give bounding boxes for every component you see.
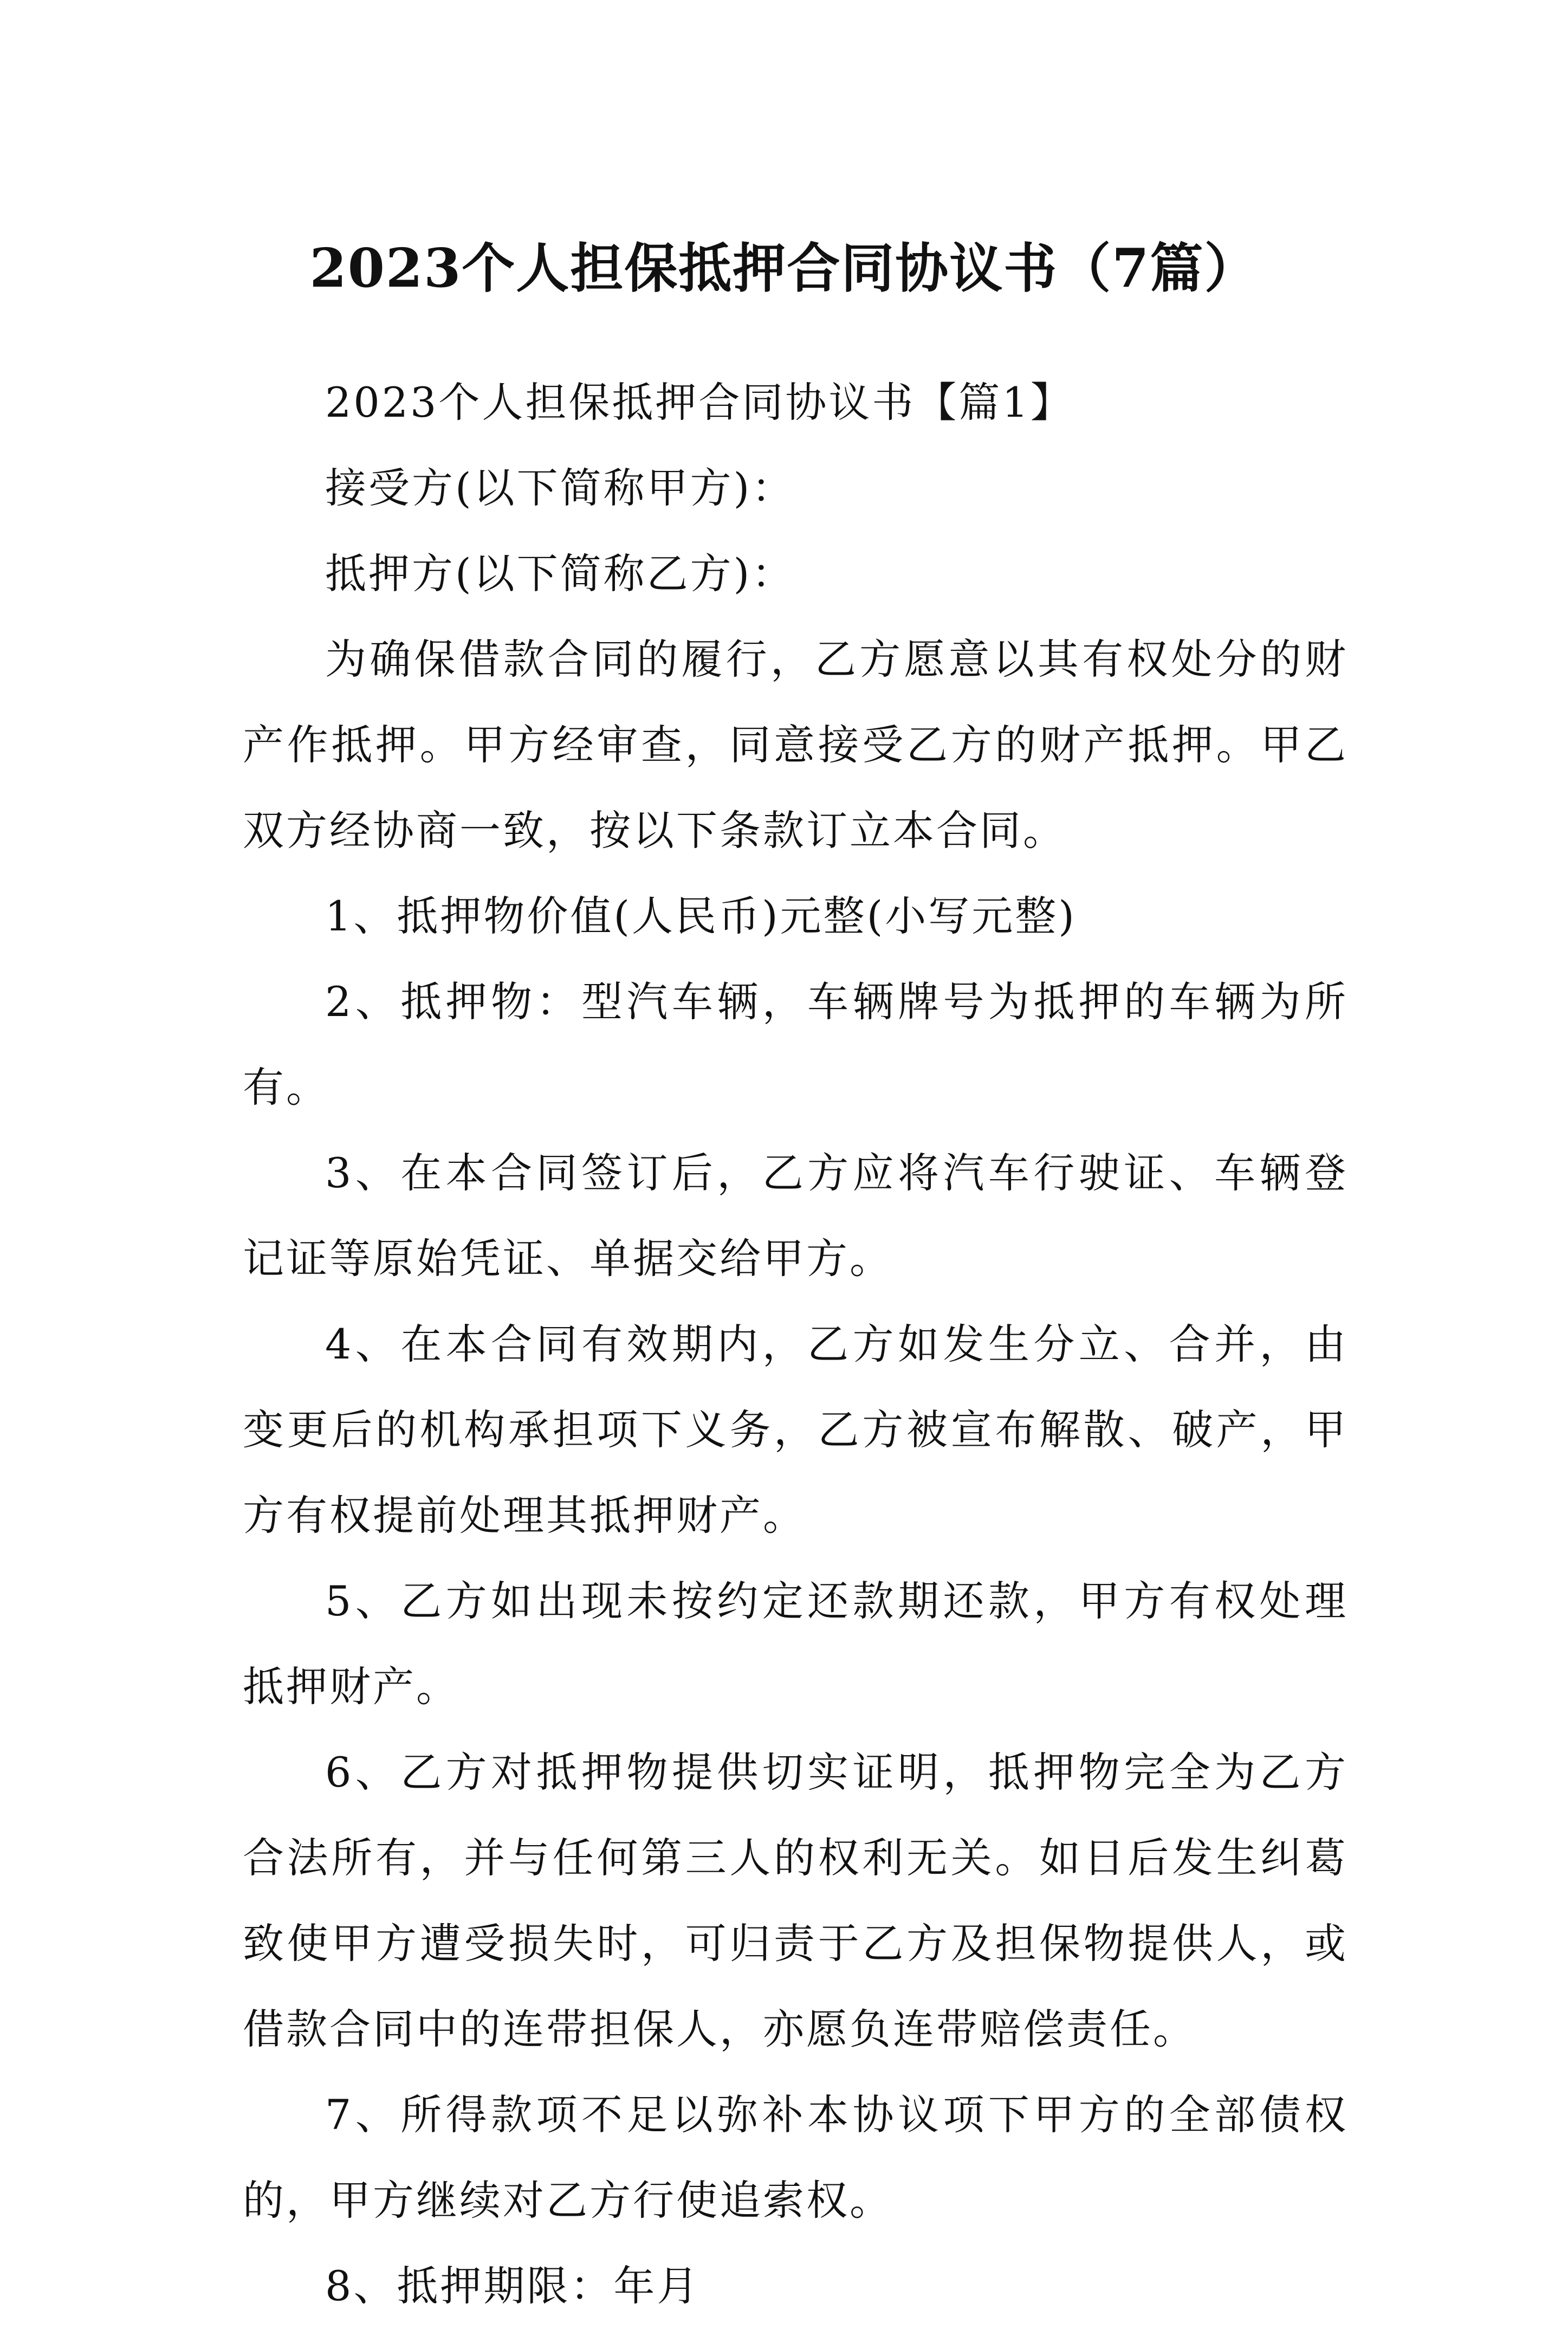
intro-paragraph: 为确保借款合同的履行，乙方愿意以其有权处分的财产作抵押。甲方经审查，同意接受乙方的财产抵押。甲乙双方经协商一致，按以下条款订立本合同。 [243, 635, 1348, 855]
document-body [243, 360, 1348, 2329]
clause-7: 7、所得款项不足以弥补本协议项下甲方的全部债权的，甲方继续对乙方行使追索权。 [243, 2091, 1348, 2224]
clause-3: 3、在本合同签订后，乙方应将汽车行驶证、车辆登记证等原始凭证、单据交给甲方。 [243, 1149, 1348, 1283]
party-b-line: 抵押方(以下简称乙方)： [325, 549, 795, 598]
clause-8: 8、抵押期限：年月 [325, 2262, 701, 2310]
document-title: 2023个人担保抵押合同协议书（7篇） [309, 237, 1259, 300]
clause-5: 5、乙方如出现未按约定还款期还款，甲方有权处理抵押财产。 [243, 1577, 1348, 1711]
clause-2: 2、抵押物：型汽车辆，车辆牌号为抵押的车辆为所有。 [243, 978, 1348, 1111]
clause-6: 6、乙方对抵押物提供切实证明，抵押物完全为乙方合法所有，并与任何第三人的权利无关。如日后发生纠葛致使甲方遭受损失时，可归责于乙方及担保物提供人，或借款合同中的连带担保人，亦愿负连带赔偿责任。 [243, 1748, 1348, 2053]
party-a-line: 接受方(以下简称甲方)： [325, 464, 795, 512]
section-heading: 2023个人担保抵押合同协议书【篇1】 [325, 378, 1074, 426]
clause-1: 1、抵押物价值(人民币)元整(小写元整) [325, 892, 1077, 940]
clause-4: 4、在本合同有效期内，乙方如发生分立、合并，由变更后的机构承担项下义务，乙方被宣布解散、破产，甲方有权提前处理其抵押财产。 [243, 1320, 1348, 1539]
